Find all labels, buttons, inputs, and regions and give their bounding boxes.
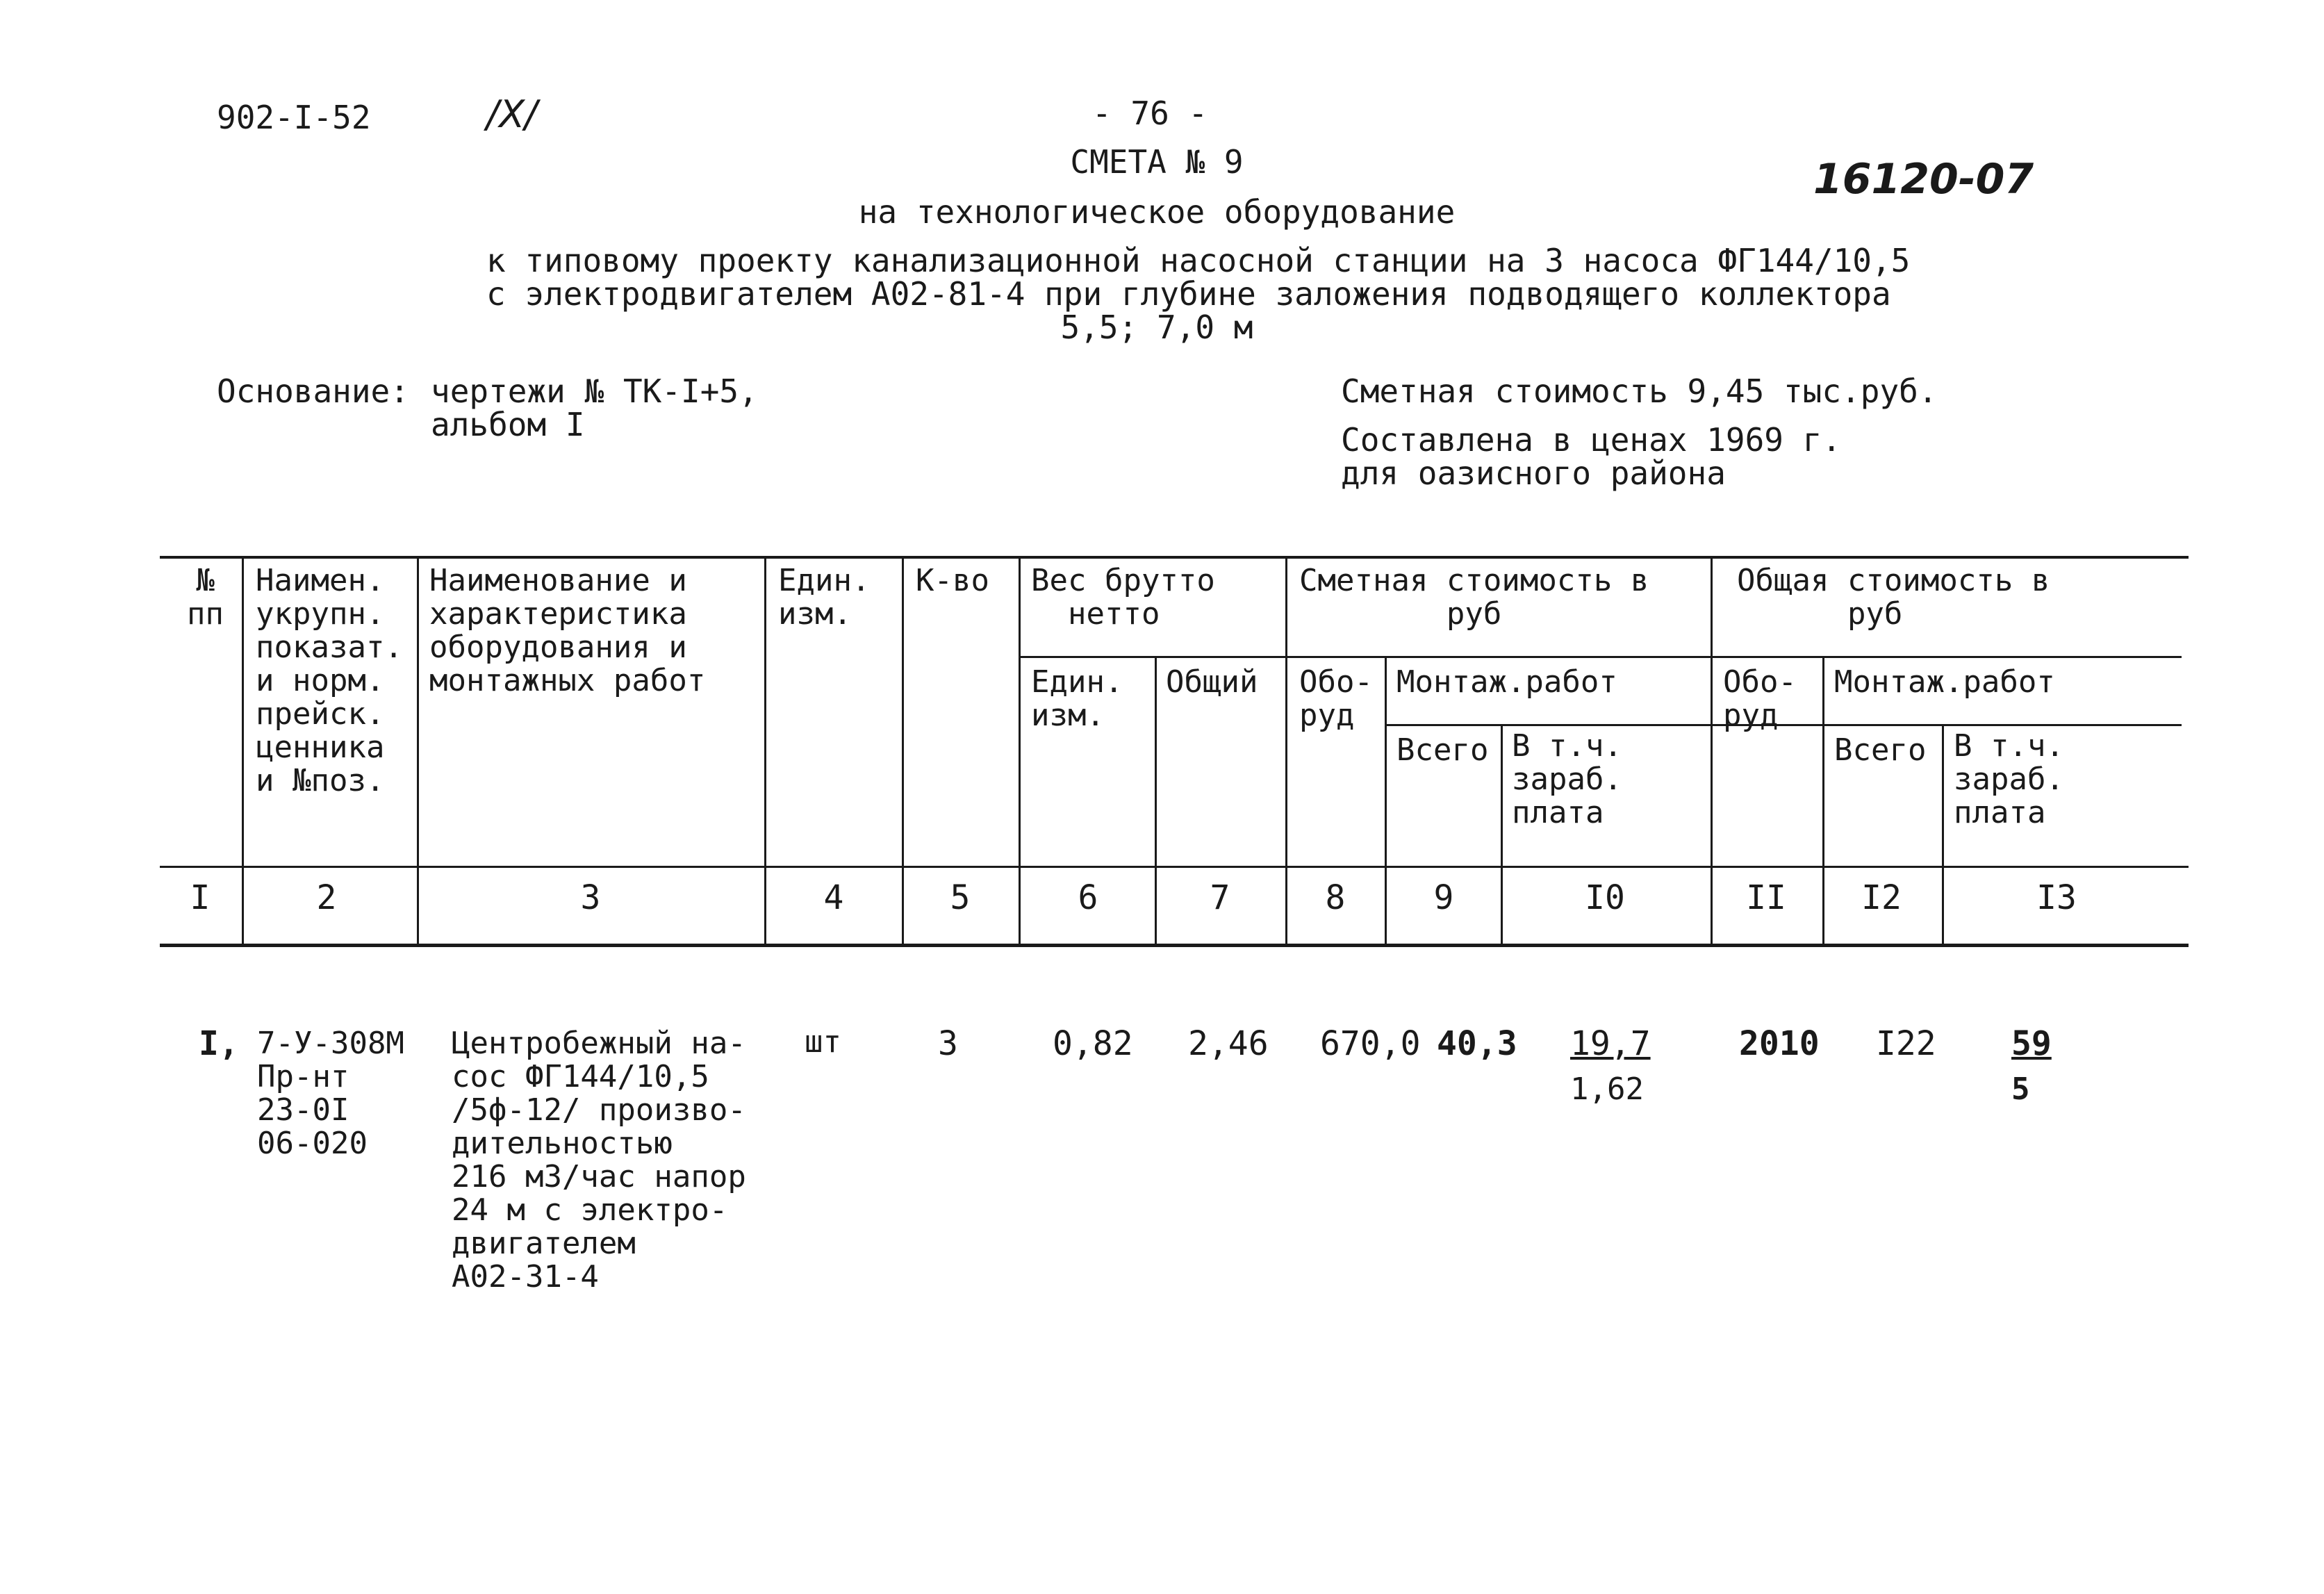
header-weight: Вес брутто нетто: [1031, 563, 1215, 632]
row-cost-wages-bottom: 1,62: [1570, 1071, 1644, 1107]
document-code: 902-I-52: [217, 99, 371, 136]
col-divider-3: [764, 556, 766, 945]
description-line-1: к типовому проекту канализационной насосной станции на 3 насоса ФГ144/10,5: [486, 242, 1911, 279]
header-weight-unit: Един. изм.: [1031, 664, 1123, 733]
header-item-number: № пп: [187, 563, 224, 632]
header-price-code: Наимен. укрупн. показат. и норм. прейск. ценника и №поз.: [256, 563, 403, 798]
row-price-code: 7-У-308М Пр-нт 23-0I 06-020: [257, 1026, 404, 1161]
row-weight-total: 2,46: [1188, 1024, 1269, 1063]
row-cost-wages-top: 19,7: [1570, 1024, 1651, 1063]
row-equipment-name: Центробежный на- сос ФГ144/10,5 /5ф-12/ произво- дительностью 216 м3/час напор 24 м с электро- двигателем А02-31-4: [452, 1026, 746, 1295]
column-number: 7: [1210, 878, 1230, 917]
header-cost-equipment: Обо- руд: [1299, 664, 1373, 733]
column-number: 4: [823, 878, 844, 917]
header-cost-wages: В т.ч. зараб. плата: [1512, 728, 1622, 830]
row-total-wages-bottom: 5: [2011, 1071, 2030, 1107]
column-numbers-bottom-border: [160, 944, 2189, 947]
column-number: 5: [950, 878, 971, 917]
column-number: 2: [316, 878, 337, 917]
row-cost-equipment: 670,0: [1320, 1024, 1421, 1063]
row-total-wages-top: 59: [2011, 1024, 2052, 1063]
roman-mark: /X/: [486, 92, 538, 136]
header-quantity: К-во: [916, 563, 989, 598]
description-line-3: 5,5; 7,0 м: [1060, 309, 1253, 346]
basis-drawings: чертежи № ТК-I+5,: [431, 372, 758, 410]
basis-label: Основание:: [217, 372, 409, 410]
basis-album: альбом I: [431, 406, 585, 443]
page-number: - 76 -: [1092, 95, 1208, 132]
col-divider-4: [902, 556, 904, 945]
estimated-cost: Сметная стоимость 9,45 тыс.руб.: [1341, 372, 1938, 410]
weight-cost-subheader-line: [1020, 656, 2182, 658]
header-total-wages: В т.ч. зараб. плата: [1954, 728, 2064, 830]
column-number: II: [1746, 878, 1786, 917]
header-cost-mount-total: Всего: [1396, 732, 1489, 768]
col-divider-9: [1501, 724, 1503, 945]
header-total-equipment: Обо- руд: [1723, 664, 1797, 733]
row-total-mount-total: I22: [1876, 1024, 1936, 1063]
col-divider-6: [1155, 656, 1157, 945]
header-total-mount-total: Всего: [1834, 732, 1927, 768]
row-weight-unit: 0,82: [1053, 1024, 1133, 1063]
inventory-number: 16120-07: [1813, 155, 2034, 204]
col-divider-11: [1822, 656, 1824, 945]
header-unit: Един. изм.: [778, 563, 871, 632]
row-cost-mount-total: 40,3: [1437, 1024, 1517, 1063]
row-item-number: I,: [199, 1024, 239, 1063]
header-estimated-cost: Сметная стоимость в руб: [1299, 563, 1649, 632]
column-number: I0: [1585, 878, 1625, 917]
column-number: I3: [2036, 878, 2077, 917]
prices-region: для оазисного района: [1341, 454, 1726, 492]
header-total-mounting: Монтаж.работ: [1834, 664, 2055, 700]
col-divider-12: [1942, 724, 1944, 945]
prices-year: Составлена в ценах 1969 г.: [1341, 421, 1842, 459]
header-cost-mounting: Монтаж.работ: [1396, 664, 1617, 700]
col-divider-2: [417, 556, 419, 945]
row-quantity: 3: [938, 1024, 958, 1063]
estimate-subtitle: на технологическое оборудование: [858, 193, 1456, 231]
column-number: I: [190, 878, 211, 917]
header-equipment-name: Наименование и характеристика оборудования и монтажных работ: [429, 563, 706, 698]
description-line-2: с электродвигателем А02-81-4 при глубине заложения подводящего коллектора: [486, 275, 1891, 313]
column-number: I2: [1861, 878, 1902, 917]
header-weight-total: Общий: [1166, 664, 1258, 700]
estimate-title: СМЕТА № 9: [1070, 143, 1244, 181]
col-divider-1: [242, 556, 244, 945]
column-number: 8: [1325, 878, 1346, 917]
row-total-equipment: 2010: [1739, 1024, 1820, 1063]
header-bottom-border: [160, 866, 2189, 868]
column-number: 3: [580, 878, 601, 917]
table-top-border: [160, 556, 2189, 559]
column-number: 6: [1078, 878, 1098, 917]
header-total-cost: Общая стоимость в руб: [1737, 563, 2050, 632]
column-number: 9: [1433, 878, 1454, 917]
col-divider-5: [1019, 556, 1021, 945]
row-unit: шт: [805, 1024, 841, 1060]
